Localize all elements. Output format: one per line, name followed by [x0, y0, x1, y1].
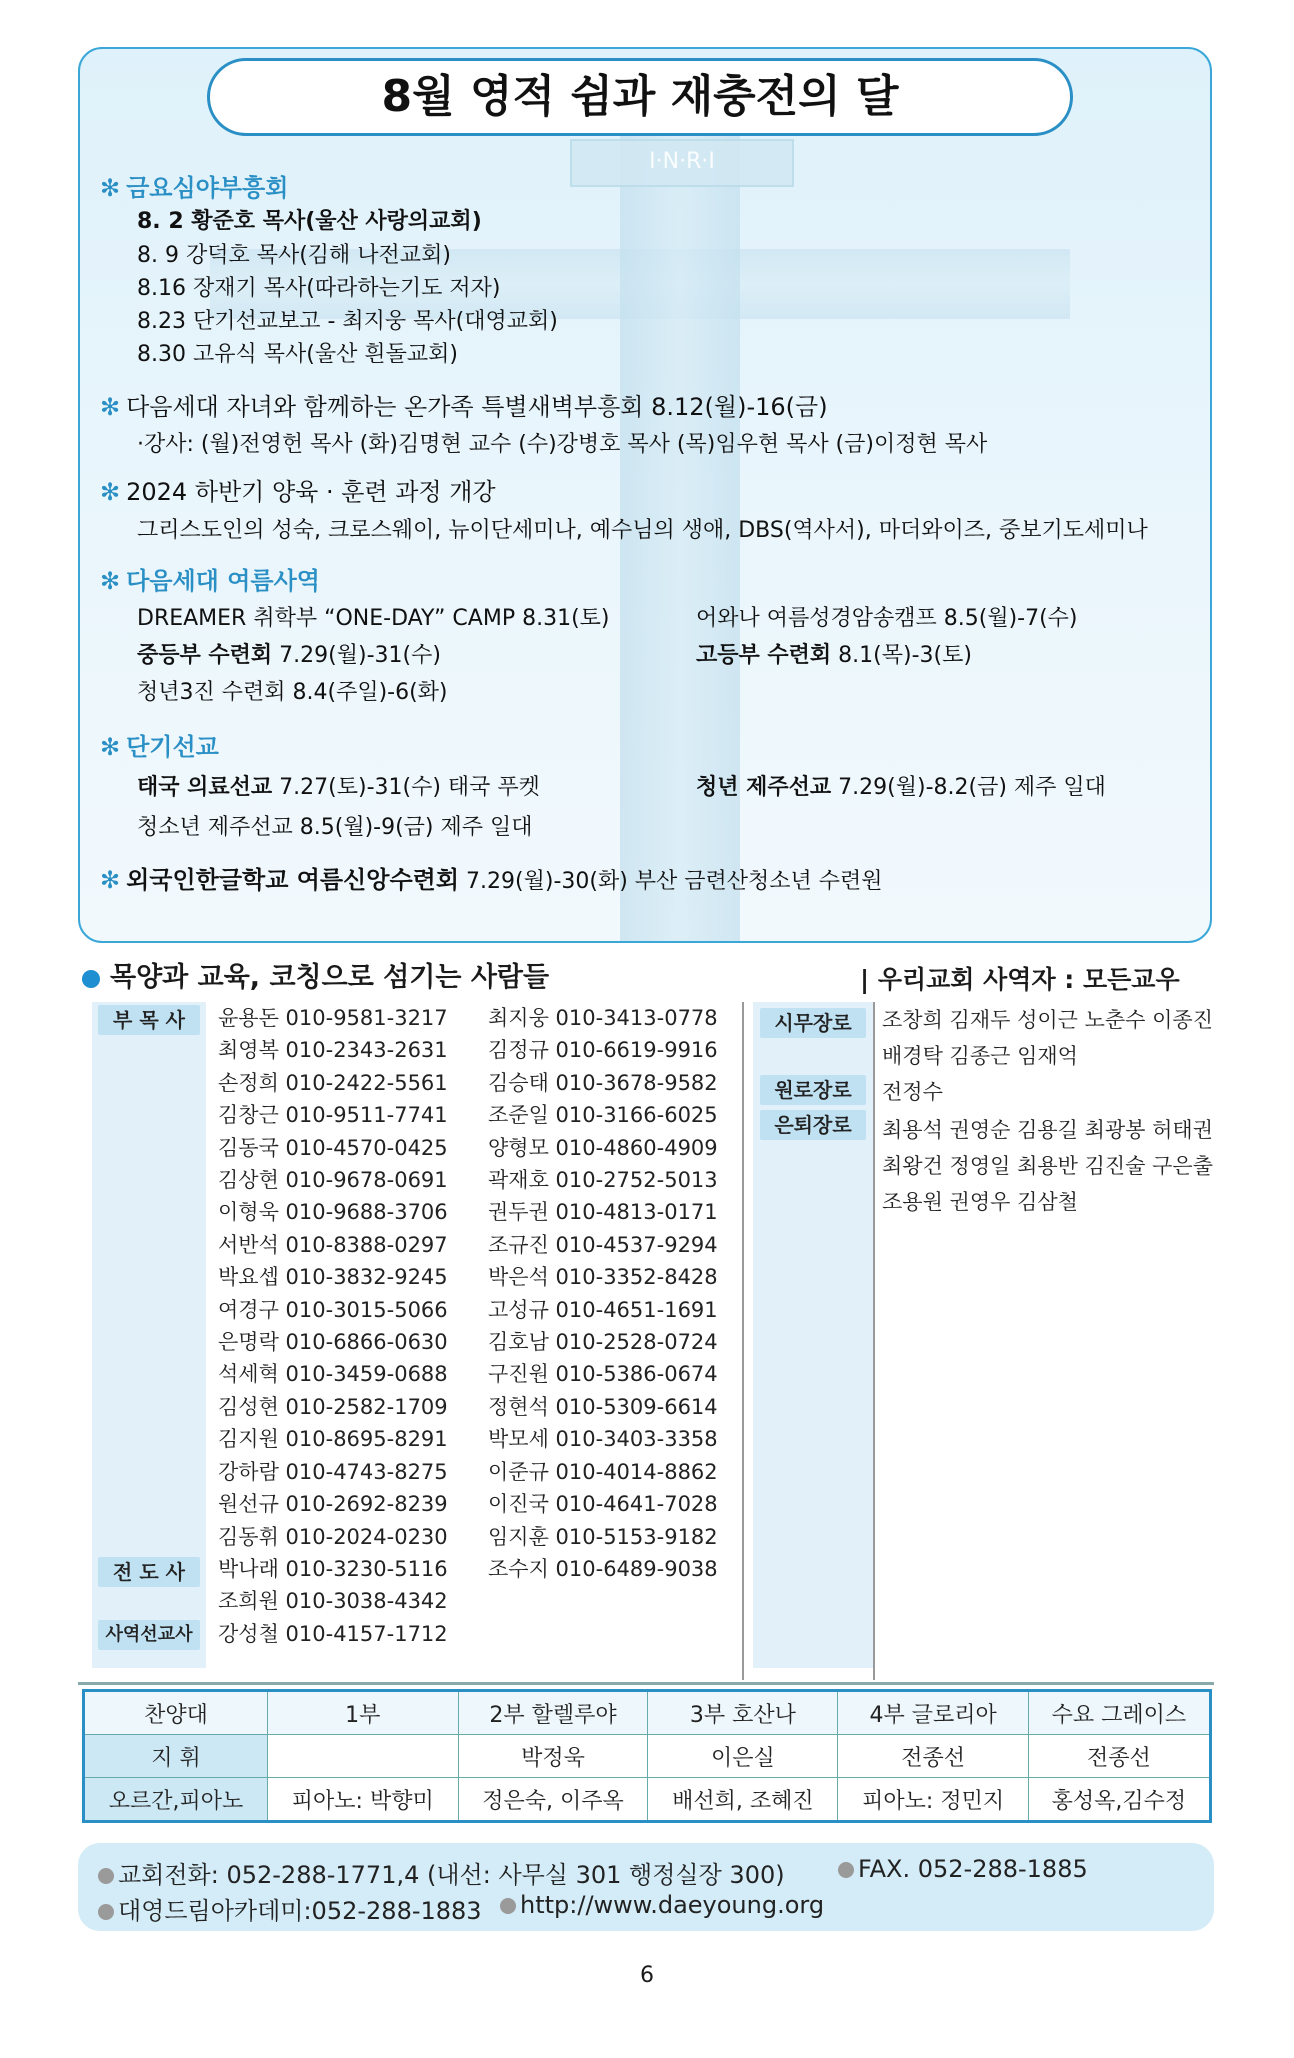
mission-statement: | 우리교회 사역자 : 모든교우 — [860, 965, 1180, 994]
table-row — [84, 1778, 1211, 1822]
table-row — [84, 1735, 1211, 1778]
list-item: 8. 9 강덕호 목사(김해 나전교회) — [137, 243, 451, 268]
section-training: ✻ 2024 하반기 양육 · 훈련 과정 개강 — [100, 478, 496, 506]
list-item: 이진국 010-4641-7028 — [488, 1492, 718, 1517]
list-item: 강성철 010-4157-1712 — [218, 1621, 448, 1646]
list-item: 김호남 010-2528-0724 — [488, 1330, 718, 1355]
asterisk-icon: ✻ — [100, 393, 121, 421]
asterisk-icon: ✻ — [100, 478, 121, 506]
table-cell — [268, 1735, 459, 1778]
list-item: 박요셉 010-3832-9245 — [218, 1265, 448, 1290]
emeritus-elders: 전정수 — [882, 1080, 943, 1104]
list-item: 곽재호 010-2752-5013 — [488, 1168, 718, 1193]
list-item: 임지훈 010-5153-9182 — [488, 1524, 718, 1549]
list-item: 조희원 010-3038-4342 — [218, 1589, 448, 1614]
page-number: 6 — [640, 1963, 654, 1988]
list-item: 박모세 010-3403-3358 — [488, 1427, 718, 1452]
table-row — [84, 1691, 1211, 1735]
section-family: ✻ 다음세대 자녀와 함께하는 온가족 특별새벽부흥회 8.12(월)-16(금) — [100, 393, 828, 421]
academy-phone: 대영드림아카데미:052-288-1883 — [98, 1891, 482, 1926]
list-item: 권두권 010-4813-0171 — [488, 1200, 718, 1225]
table-cell: 전종선 — [1028, 1735, 1210, 1778]
retired-elder-tag: 은퇴장로 — [760, 1110, 866, 1140]
active-elders-2: 배경탁 김종근 임재억 — [882, 1044, 1078, 1068]
list-item: 은명락 010-6866-0630 — [218, 1330, 448, 1355]
table-cell: 2부 할렐루야 — [458, 1691, 648, 1735]
list-item: 손정희 010-2422-5561 — [218, 1070, 448, 1095]
table-cell: 4부 글로리아 — [838, 1691, 1029, 1735]
bullet-icon — [98, 1904, 114, 1920]
table-cell: 피아노: 정민지 — [838, 1778, 1029, 1822]
list-item: 최지웅 010-3413-0778 — [488, 1006, 718, 1030]
section-summer: ✻ 다음세대 여름사역 — [100, 567, 320, 595]
table-cell: 3부 호산나 — [648, 1691, 838, 1735]
table-cell: 피아노: 박향미 — [268, 1778, 459, 1822]
page-title: 8월 영적 쉼과 재충전의 달 — [207, 58, 1073, 136]
missionary-tag: 사역선교사 — [98, 1620, 200, 1650]
teen-mission: 청소년 제주선교 8.5(월)-9(금) 제주 일대 — [137, 815, 533, 840]
evangelist-tag: 전 도 사 — [98, 1557, 200, 1587]
section-divider — [78, 1682, 1214, 1685]
staff-column-2 — [488, 1002, 718, 1585]
table-cell: 수요 그레이스 — [1028, 1691, 1210, 1735]
divider — [873, 1002, 875, 1680]
list-item: 양형모 010-4860-4909 — [488, 1135, 718, 1160]
choir-table — [82, 1689, 1212, 1823]
list-item: 8.16 장재기 목사(따라하는기도 저자) — [137, 276, 501, 301]
young-adult-retreat: 청년3진 수련회 8.4(주일)-6(화) — [137, 680, 448, 705]
middle-school-retreat: 중등부 수련회 7.29(월)-31(수) — [137, 643, 441, 668]
asterisk-icon: ✻ — [100, 733, 121, 761]
church-phone: 교회전화: 052-288-1771,4 (내선: 사무실 301 행정실장 300) — [98, 1855, 785, 1890]
list-item: 여경구 010-3015-5066 — [218, 1297, 448, 1322]
website-link[interactable]: http://www.daeyoung.org — [500, 1891, 824, 1919]
list-item: 윤용돈 010-9581-3217 — [218, 1006, 448, 1030]
list-item: 이준규 010-4014-8862 — [488, 1459, 718, 1484]
list-item: 조준일 010-3166-6025 — [488, 1103, 718, 1128]
section-friday: ✻ 금요심야부흥회 — [100, 174, 289, 202]
table-cell: 찬양대 — [84, 1691, 268, 1735]
list-item: 서반석 010-8388-0297 — [218, 1232, 448, 1257]
section-mission: ✻ 단기선교 — [100, 733, 219, 761]
list-item: 김창근 010-9511-7741 — [218, 1103, 448, 1128]
thai-mission: 태국 의료선교 7.27(토)-31(수) 태국 푸켓 — [137, 775, 540, 800]
list-item: 박나래 010-3230-5116 — [218, 1556, 448, 1581]
list-item: 김성현 010-2582-1709 — [218, 1394, 448, 1419]
list-item: 8.30 고유식 목사(울산 흰돌교회) — [137, 342, 458, 367]
associate-pastor-tag: 부 목 사 — [98, 1005, 200, 1035]
table-cell: 배선희, 조혜진 — [648, 1778, 838, 1822]
list-item: 정현석 010-5309-6614 — [488, 1394, 718, 1419]
list-item: 김지원 010-8695-8291 — [218, 1427, 448, 1452]
speakers: ·강사: (월)전영헌 목사 (화)김명현 교수 (수)강병호 목사 (목)임우현 목사 (금)이정현 목사 — [137, 432, 988, 457]
list-item: 김승태 010-3678-9582 — [488, 1070, 718, 1095]
table-cell: 오르간,피아노 — [84, 1778, 268, 1822]
table-cell: 지 휘 — [84, 1735, 268, 1778]
active-elder-tag: 시무장로 — [760, 1008, 866, 1038]
jeju-mission: 청년 제주선교 7.29(월)-8.2(금) 제주 일대 — [696, 775, 1106, 800]
vbs: 어와나 여름성경암송캠프 8.5(월)-7(수) — [696, 606, 1078, 631]
asterisk-icon: ✻ — [100, 174, 121, 202]
camp: DREAMER 취학부 “ONE-DAY” CAMP 8.31(토) — [137, 606, 610, 631]
list-item: 박은석 010-3352-8428 — [488, 1265, 718, 1290]
list-item: 석세혁 010-3459-0688 — [218, 1362, 448, 1387]
bullet-icon — [838, 1862, 854, 1878]
table-cell: 이은실 — [648, 1735, 838, 1778]
training-list: 그리스도인의 성숙, 크로스웨이, 뉴이단세미나, 예수님의 생애, DBS(역사서), 마더와이즈, 중보기도세미나 — [137, 518, 1148, 543]
asterisk-icon: ✻ — [100, 866, 121, 894]
list-item: 조규진 010-4537-9294 — [488, 1232, 718, 1257]
table-cell: 박정욱 — [458, 1735, 648, 1778]
fax: FAX. 052-288-1885 — [838, 1855, 1088, 1883]
list-item: 김동국 010-4570-0425 — [218, 1135, 448, 1160]
list-item: 8.23 단기선교보고 - 최지웅 목사(대영교회) — [137, 309, 558, 334]
table-cell: 정은숙, 이주옥 — [458, 1778, 648, 1822]
retired-elders-3: 조용원 권영우 김삼철 — [882, 1190, 1078, 1214]
list-item: 구진원 010-5386-0674 — [488, 1362, 718, 1387]
retired-elders-2: 최왕건 정영일 최용반 김진술 구은출 — [882, 1154, 1213, 1178]
table-cell: 1부 — [268, 1691, 459, 1735]
list-item: 최영복 010-2343-2631 — [218, 1038, 448, 1063]
list-item: 원선규 010-2692-8239 — [218, 1492, 448, 1517]
table-cell: 홍성옥,김수정 — [1028, 1778, 1210, 1822]
bullet-icon — [98, 1868, 114, 1884]
asterisk-icon: ✻ — [100, 567, 121, 595]
section-foreign: ✻ 외국인한글학교 여름신앙수련회 7.29(월)-30(화) 부산 금련산청소년 수련원 — [100, 866, 883, 894]
bullet-icon — [500, 1898, 516, 1914]
emeritus-elder-tag: 원로장로 — [760, 1075, 866, 1105]
list-item: 김정규 010-6619-9916 — [488, 1038, 718, 1063]
high-school-retreat: 고등부 수련회 8.1(목)-3(토) — [696, 643, 972, 668]
list-item: 조수지 010-6489-9038 — [488, 1556, 718, 1581]
list-item: 고성규 010-4651-1691 — [488, 1297, 718, 1322]
inri-sign: I·N·R·I — [570, 139, 794, 187]
divider — [742, 1002, 744, 1680]
staff-title: 목양과 교육, 코칭으로 섬기는 사람들 — [82, 955, 549, 994]
list-item: 김동휘 010-2024-0230 — [218, 1524, 448, 1549]
table-cell: 전종선 — [838, 1735, 1029, 1778]
list-item: 8. 2 황준호 목사(울산 사랑의교회) — [137, 209, 482, 234]
list-item: 이형욱 010-9688-3706 — [218, 1200, 448, 1225]
list-item: 강하람 010-4743-8275 — [218, 1459, 448, 1484]
bullet-icon — [82, 970, 100, 988]
retired-elders-1: 최용석 권영순 김용길 최광봉 허태권 — [882, 1118, 1213, 1142]
active-elders-1: 조창희 김재두 성이근 노춘수 이종진 — [882, 1008, 1213, 1032]
staff-column-1 — [218, 1002, 448, 1650]
list-item: 김상현 010-9678-0691 — [218, 1168, 448, 1193]
